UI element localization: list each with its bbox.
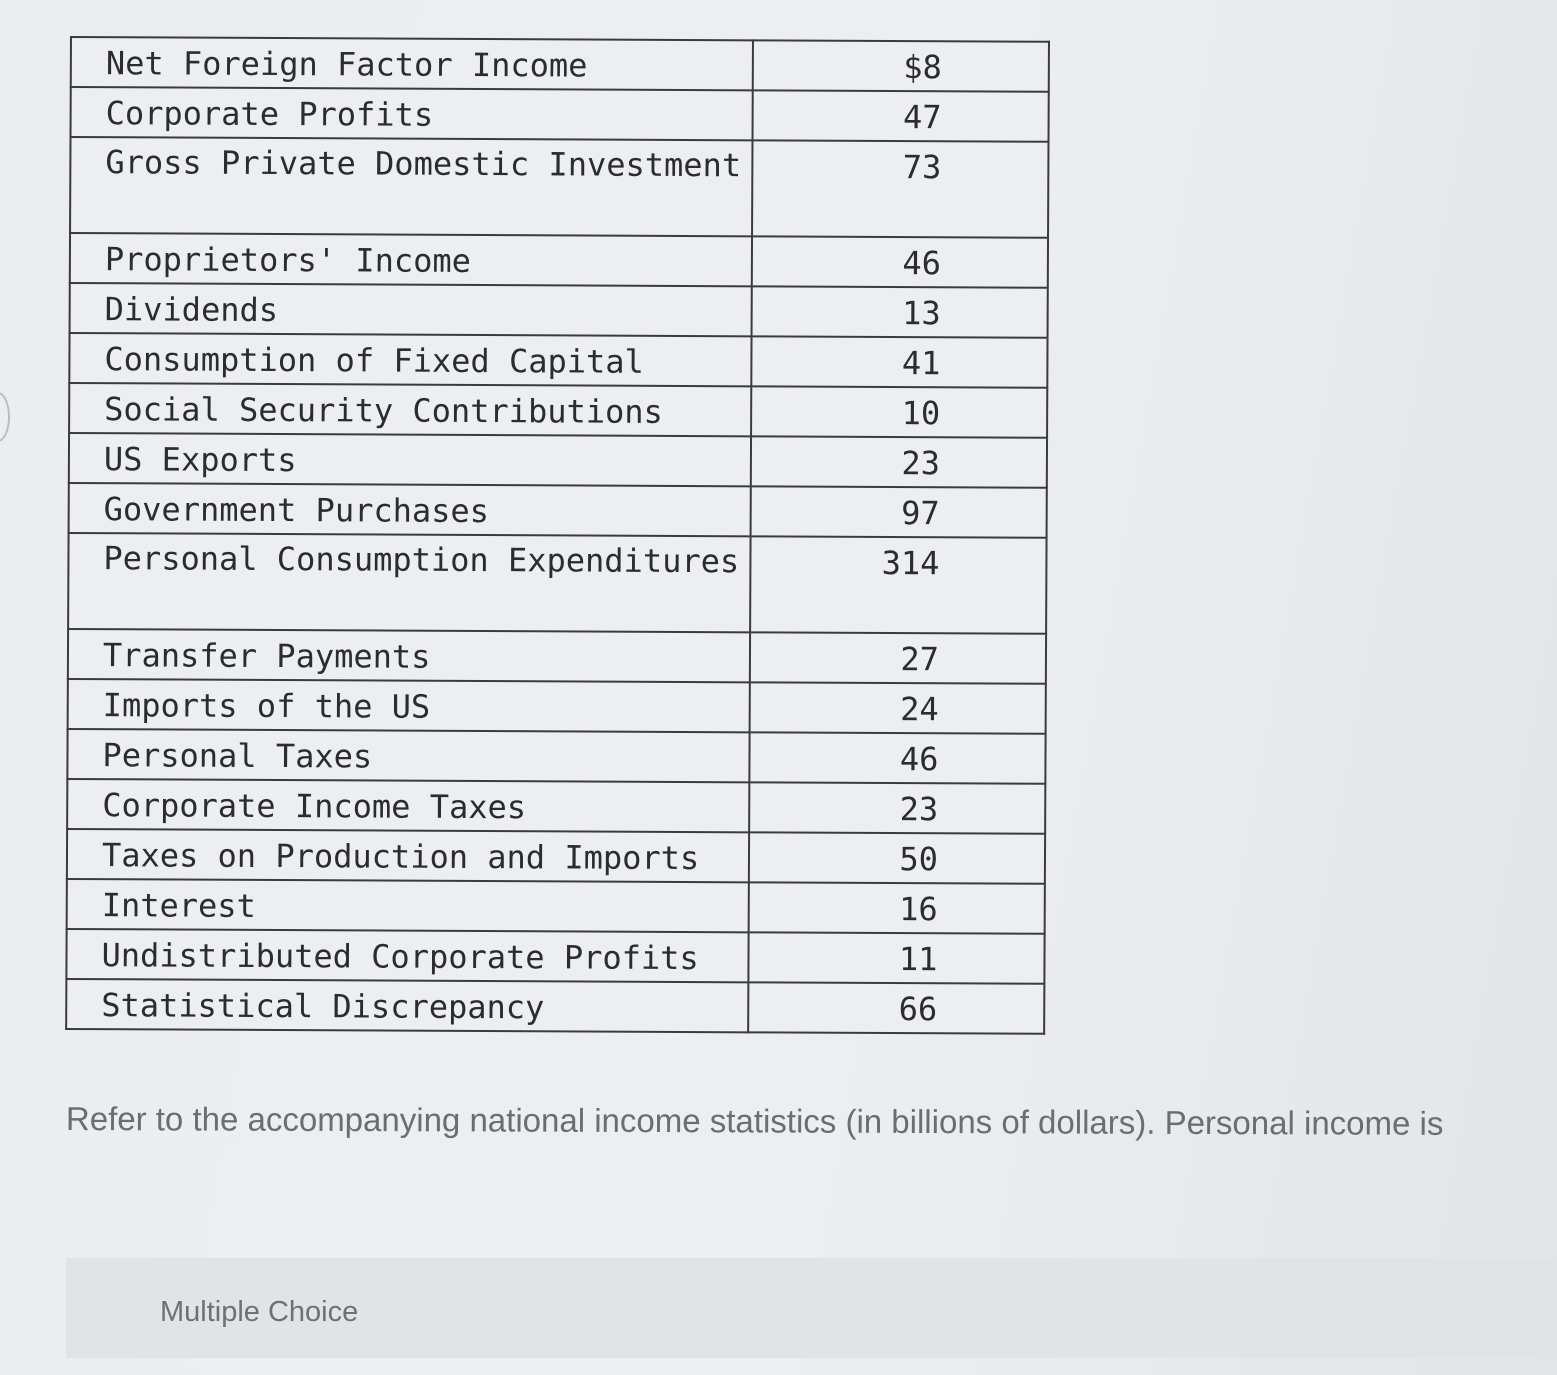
- row-value: 97: [751, 486, 1047, 537]
- row-value: 16: [749, 882, 1045, 933]
- row-label: Proprietors' Income: [70, 233, 752, 286]
- row-label: Government Purchases: [69, 483, 751, 536]
- row-label: Dividends: [70, 283, 752, 336]
- table-row: [68, 533, 1046, 634]
- table-row: [71, 87, 1049, 142]
- table-row: [68, 679, 1046, 734]
- row-label: Corporate Profits: [71, 87, 753, 140]
- row-label: Social Security Contributions: [69, 383, 751, 436]
- row-value: 23: [751, 436, 1047, 487]
- table-row: [69, 433, 1047, 488]
- edge-control: [0, 392, 10, 442]
- table-row: [67, 879, 1045, 934]
- row-label: Transfer Payments: [68, 629, 750, 682]
- row-label: Undistributed Corporate Profits: [66, 929, 748, 982]
- row-value: 27: [750, 632, 1046, 683]
- row-value: 41: [751, 336, 1047, 387]
- table-row: [66, 929, 1044, 984]
- row-label: Net Foreign Factor Income: [71, 37, 753, 90]
- table-row: [69, 333, 1047, 388]
- table-row: [69, 383, 1047, 438]
- table-row: [70, 283, 1048, 338]
- table-row: [67, 779, 1045, 834]
- table-row: [71, 37, 1049, 92]
- row-value: $8: [753, 40, 1049, 91]
- table-row: [68, 629, 1046, 684]
- row-value: 46: [749, 732, 1045, 783]
- row-value: 47: [752, 90, 1048, 141]
- question-text: Refer to the accompanying national income statistics (in billions of dollars). Personal income is: [65, 1100, 1444, 1142]
- row-value: 50: [749, 832, 1045, 883]
- row-value: 10: [751, 386, 1047, 437]
- row-value: 66: [748, 982, 1044, 1033]
- row-value: 11: [748, 932, 1044, 983]
- row-value: 73: [752, 140, 1048, 237]
- row-label: Corporate Income Taxes: [67, 779, 749, 832]
- row-label: Statistical Discrepancy: [66, 979, 748, 1032]
- table-row: [70, 233, 1048, 288]
- table-row: [66, 979, 1044, 1034]
- multiple-choice-section: [66, 1258, 1557, 1358]
- table-row: [67, 829, 1045, 884]
- row-label: Gross Private Domestic Investment: [70, 137, 752, 236]
- row-label: Personal Consumption Expenditures: [68, 533, 750, 632]
- row-value: 24: [750, 682, 1046, 733]
- table-row: [70, 137, 1048, 238]
- row-label: Interest: [67, 879, 749, 932]
- row-value: 13: [752, 286, 1048, 337]
- multiple-choice-label: Multiple Choice: [160, 1296, 359, 1328]
- table-row: [69, 483, 1047, 538]
- row-value: 314: [750, 536, 1046, 633]
- national-income-table: [65, 36, 1050, 1035]
- table-row: [67, 729, 1045, 784]
- row-label: Personal Taxes: [67, 729, 749, 782]
- row-value: 23: [749, 782, 1045, 833]
- row-label: Consumption of Fixed Capital: [69, 333, 751, 386]
- row-value: 46: [752, 236, 1048, 287]
- row-label: US Exports: [69, 433, 751, 486]
- row-label: Imports of the US: [68, 679, 750, 732]
- row-label: Taxes on Production and Imports: [67, 829, 749, 882]
